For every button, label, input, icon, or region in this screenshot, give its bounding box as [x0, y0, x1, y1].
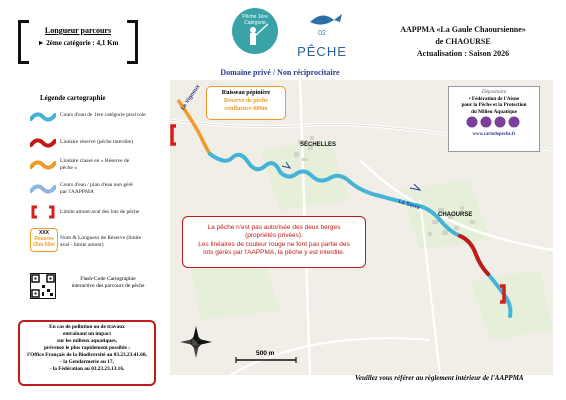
river-label-vigneux: Le Vigneux: [180, 83, 202, 112]
legend-label-reserve-name: Nom & Longueur de Réserve (limite aval - limite amont): [60, 235, 142, 248]
legend-label-not-managed: Cours d'eau / plan d'eau non géré par l'AAPPMA: [60, 182, 133, 195]
depositaire-label: Dépositaire: [481, 89, 507, 95]
logo-dep-number: 02: [318, 30, 326, 37]
reserve-callout-type: Réserve de pêche: [224, 98, 268, 104]
legend-label-first-category: Cours d'eau de 1ère catégorie piscicole: [60, 112, 146, 118]
river-label-serre: La Serre: [397, 198, 421, 212]
pollution-line-1: En cas de pollution ou de travaux: [49, 324, 125, 330]
domaine-label: Domaine privé / Non réciprocitaire: [220, 68, 340, 77]
pollution-line-4: prévenez le plus rapidement possible :: [43, 345, 131, 351]
pollution-line-2: entraînant un impact: [63, 331, 111, 337]
pollution-warning-box: [18, 320, 156, 386]
legend-label-reserved: Linéaire réservé (pêche interdite): [60, 139, 134, 145]
season-update: Actualisation : Saison 2026: [416, 49, 510, 58]
federation-logo: [292, 10, 352, 58]
wave-icon: [30, 137, 56, 149]
peche-logo-text: Pêche 1ère Catégorie: [242, 14, 268, 26]
reserve-sample-name: XXX: [38, 230, 49, 236]
wave-icon: [30, 111, 56, 123]
association-name: AAPPMA «La Gaule Chaoursienne»: [400, 25, 526, 34]
restriction-line-2: (propriétés privées).: [245, 232, 303, 240]
fed-line-2: pour la Pêche et la Protection: [461, 102, 527, 108]
logo-word: PÊCHE: [297, 44, 347, 59]
route-category: ► 2ème catégorie : 4,1 Km: [37, 39, 119, 47]
partner-logos: [464, 115, 524, 129]
legend-title: Légende cartographie: [40, 94, 106, 102]
peche-category-logo: [232, 8, 278, 54]
place-chaourse: CHAOURSE: [438, 212, 473, 218]
fish-icon: [292, 10, 352, 32]
wave-icon: [30, 183, 56, 195]
legend-item-limits: [30, 205, 56, 224]
legend-item-reserved: [30, 136, 56, 154]
restriction-line-4: lots gérés par l'AAPPMA, la pêche y est interdite.: [203, 249, 345, 257]
reserve-callout-title: Ruisseau pépinière: [221, 90, 271, 96]
pollution-line-5: l'Office Français de la Biodiversité au 03.23.23.41.60,: [27, 352, 147, 358]
association-header: [378, 24, 548, 60]
place-sechelles: SÉCHELLES: [300, 142, 337, 148]
legend-label-reserve-fishing: Linéaire classé en « Réserve de pêche »: [60, 158, 130, 171]
reserve-callout: [206, 86, 286, 120]
legend-item-first-category: [30, 110, 56, 128]
legend-item-reserve-fishing: [30, 158, 56, 176]
wave-icon: [30, 159, 56, 171]
route-length-box: [18, 20, 138, 60]
pollution-line-7: - la Fédération au 03.23.23.13.16.: [49, 366, 125, 372]
qr-code-icon: [31, 274, 55, 298]
pollution-line-3: sur les milieux aquatiques,: [57, 338, 117, 344]
fed-line-1: • Fédération de l'Aisne: [468, 95, 520, 102]
route-title: Longueur parcours: [44, 26, 112, 35]
fed-line-3: du Milieu Aquatique: [471, 108, 517, 115]
pollution-line-6: - la Gendarmerie au 17,: [60, 359, 114, 365]
fishing-restriction-note: [182, 216, 366, 268]
reserve-sample-box: [30, 228, 58, 252]
legend-label-limits: Limite amont/aval des lots de pêche: [60, 209, 140, 215]
reglement-notice: Veuillez vous référer au règlement intérieur de l'AAPPMA: [355, 374, 524, 382]
qr-code[interactable]: [30, 273, 56, 299]
restriction-line-1: La pêche n'est pas autorisée des deux berges: [207, 224, 341, 231]
reserve-sample-label: Réserve: [34, 236, 54, 242]
scale-label: 500 m: [256, 350, 275, 357]
fisherman-icon: [232, 8, 278, 54]
federation-depositaire-box: [448, 86, 540, 152]
restriction-line-3: Les linéaires de couleur rouge ne font pas partie des: [198, 240, 350, 248]
reserve-callout-length: confluence-800m: [224, 106, 268, 112]
qr-code-label: Flash-Code Cartographie interactive des parcours de pêche: [71, 276, 145, 289]
legend-item-not-managed: [30, 182, 56, 200]
association-town: de CHAOURSE: [435, 37, 491, 46]
bracket-limit-icon: [30, 205, 56, 219]
reserve-sample-length: 25m-50m: [33, 242, 55, 248]
federation-url[interactable]: www.cartedepeche.fr: [472, 131, 516, 137]
